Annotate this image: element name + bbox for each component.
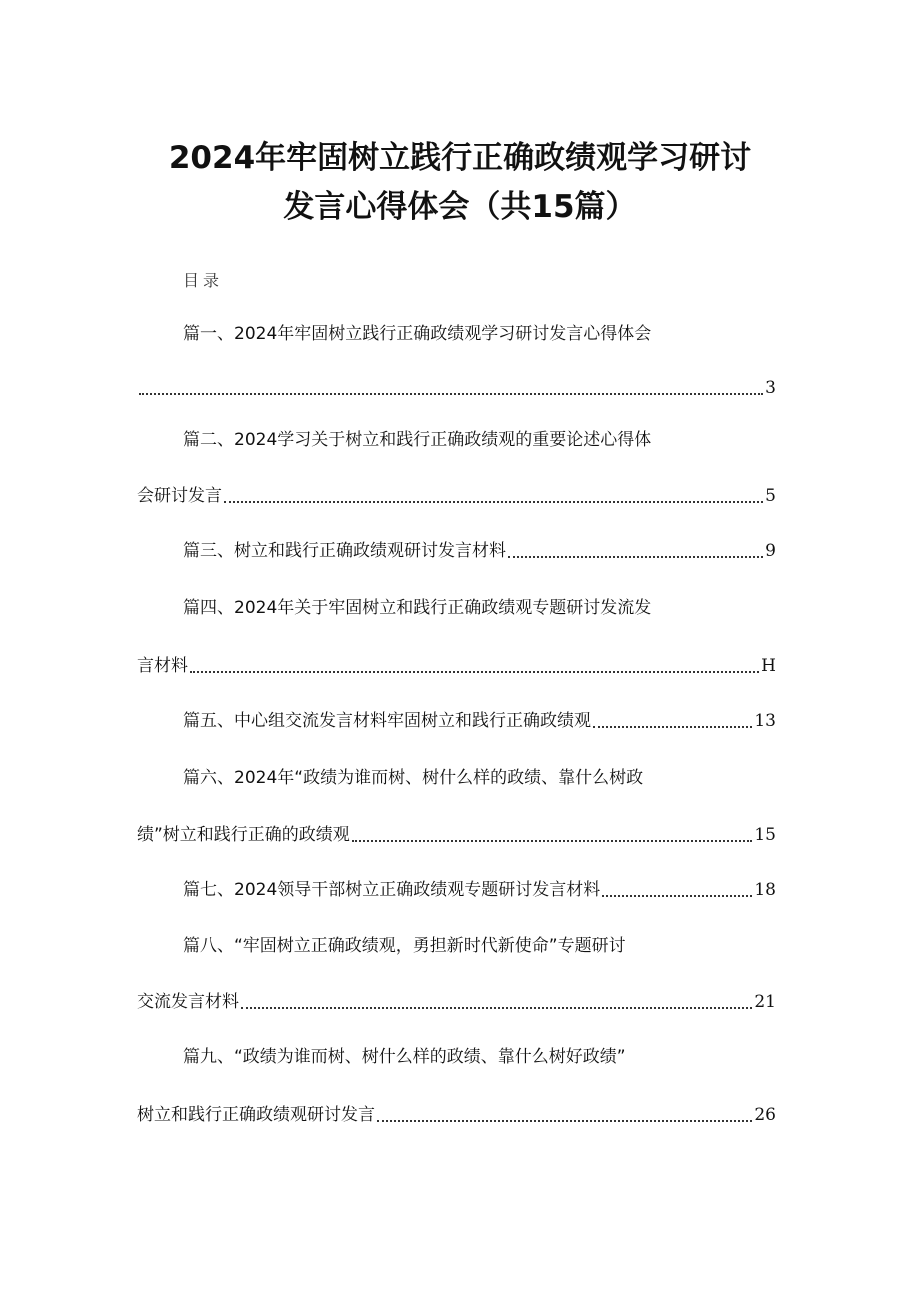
dot-leader <box>190 671 759 673</box>
toc-entry-2-title[interactable] <box>183 425 776 451</box>
toc-entry-text: 篇八、“牢固树立正确政绩观，勇担新时代新使命”专题研讨 <box>183 936 626 956</box>
toc-page-number: 21 <box>754 992 776 1012</box>
toc-page-number: 13 <box>754 711 776 731</box>
toc-page-number: 9 <box>765 541 776 561</box>
toc-entry-text: 会研讨发言 <box>137 486 222 506</box>
toc-entry-text: 篇九、“政绩为谁而树、树什么样的政绩、靠什么树好政绩” <box>183 1047 626 1067</box>
toc-entry-text: 篇四、2024年关于牢固树立和践行正确政绩观专题研讨发流发 <box>183 598 652 618</box>
toc-entry-6-leader[interactable] <box>137 820 776 846</box>
toc-entry-8-leader[interactable] <box>137 987 776 1013</box>
toc-page-number: 26 <box>754 1105 776 1125</box>
toc-entry-9-leader[interactable] <box>137 1100 776 1126</box>
toc-entry-4-title[interactable] <box>183 593 776 619</box>
toc-entry-text: 篇二、2024学习关于树立和践行正确政绩观的重要论述心得体 <box>183 430 652 450</box>
toc-entry-3[interactable] <box>183 536 776 562</box>
toc-entry-text: 树立和践行正确政绩观研讨发言 <box>137 1105 375 1125</box>
toc-entry-text: 交流发言材料 <box>137 992 239 1012</box>
toc-entry-7[interactable] <box>183 875 776 901</box>
toc-page-number: 5 <box>765 486 776 506</box>
toc-entry-text: 言材料 <box>137 656 188 676</box>
dot-leader <box>593 726 752 728</box>
dot-leader <box>224 501 763 503</box>
toc-page-number: H <box>761 656 776 676</box>
toc-entry-5[interactable] <box>183 706 776 732</box>
toc-entry-6-title[interactable] <box>183 763 776 789</box>
toc-entry-2-leader[interactable] <box>137 481 776 507</box>
dot-leader <box>377 1120 752 1122</box>
toc-entry-text: 篇六、2024年“政绩为谁而树、树什么样的政绩、靠什么树政 <box>183 768 644 788</box>
dot-leader <box>602 895 752 897</box>
toc-entry-9-title[interactable] <box>183 1042 776 1068</box>
dot-leader <box>352 840 753 842</box>
toc-entry-4-leader[interactable] <box>137 651 776 677</box>
toc-entry-text: 篇一、2024年牢固树立践行正确政绩观学习研讨发言心得体会 <box>183 324 652 344</box>
toc-entry-1-title[interactable] <box>183 319 776 345</box>
toc-page-number: 3 <box>765 378 776 398</box>
document-title-line-1: 2024年牢固树立践行正确政绩观学习研讨 <box>168 140 752 176</box>
dot-leader <box>139 393 763 395</box>
toc-page-number: 18 <box>754 880 776 900</box>
toc-heading: 目录 <box>183 271 224 290</box>
toc-entry-text: 篇三、树立和践行正确政绩观研讨发言材料 <box>183 541 506 561</box>
toc-page-number: 15 <box>754 825 776 845</box>
toc-entry-1-leader[interactable] <box>137 373 776 399</box>
toc-entry-text: 篇五、中心组交流发言材料牢固树立和践行正确政绩观 <box>183 711 591 731</box>
document-title-line-2: 发言心得体会（共15篇） <box>283 189 637 225</box>
toc-entry-text: 绩”树立和践行正确的政绩观 <box>137 825 350 845</box>
dot-leader <box>241 1007 752 1009</box>
dot-leader <box>508 556 763 558</box>
toc-entry-8-title[interactable] <box>183 931 776 957</box>
toc-entry-text: 篇七、2024领导干部树立正确政绩观专题研讨发言材料 <box>183 880 601 900</box>
